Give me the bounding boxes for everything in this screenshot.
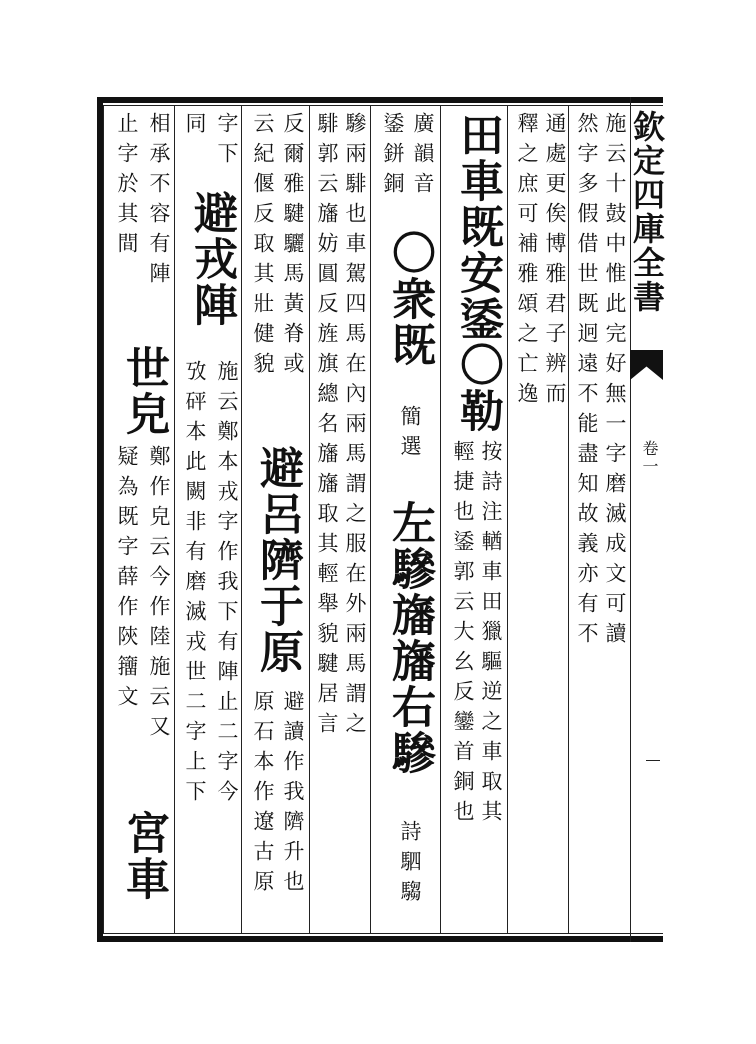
column-rule [507, 106, 508, 933]
annotation-4c: 簡選 [398, 405, 422, 465]
main-text-column-8b: 宮車 [118, 810, 169, 902]
text-column-2b: 釋之庶可補雅頌之亡逸 [515, 112, 539, 412]
text-column-2a: 通處更俟博雅君子辨而 [543, 112, 567, 412]
main-text-column-8a: 世皃 [118, 345, 169, 437]
main-text-column-6: 避呂隮于原 [252, 445, 303, 675]
margin-rule [646, 760, 660, 761]
main-text-column-7: 避戎陣 [186, 190, 237, 328]
main-text-column-3: 田車既安鋈〇勒 [452, 112, 503, 434]
annotation-8c: 鄭作皃云今作陸施云又 [147, 445, 171, 745]
annotation-6d: 原石本作遼古原 [251, 690, 275, 900]
annotation-7b: 同 [183, 112, 207, 142]
column-rule [174, 106, 175, 933]
main-text-column-4a: 〇衆既 [384, 230, 435, 368]
column-rule [309, 106, 310, 933]
column-rule [241, 106, 242, 933]
annotation-7a: 字下 [215, 112, 239, 172]
column-rule [370, 106, 371, 933]
annotation-5a: 驂兩騑也車駕四馬在內兩馬謂之服在外兩馬謂之 [343, 112, 367, 742]
column-rule [568, 106, 569, 933]
annotation-7c: 施云鄭本戎字作我下有陣止二字今 [215, 360, 239, 810]
annotation-7d: 攷砰本此闕非有磨滅戎世二字上下 [183, 360, 207, 810]
annotation-6c: 避讀作我隮升也 [281, 690, 305, 900]
annotation-8a: 相承不容有陣 [147, 112, 171, 292]
annotation-4a: 廣韻音 [411, 112, 435, 202]
annotation-6b: 云紀偃反取其壯健貌 [251, 112, 275, 382]
annotation-6a: 反爾雅騝驪馬黃脊或 [281, 112, 305, 382]
main-text-column-4b: 左驂旛旛右驂 [384, 500, 435, 776]
text-column-1a: 施云十鼓中惟此完好無一字磨滅成文可讀 [603, 112, 627, 652]
annotation-4d: 詩駟騶 [398, 820, 422, 910]
juan-number: 卷一 [640, 440, 659, 476]
book-title: 欽定四庫全書 [628, 110, 666, 314]
column-rule [440, 106, 441, 933]
text-column-1b: 然字多假借世既迥遠不能盡知故義亦有不 [575, 112, 599, 652]
annotation-8b: 止字於其間 [115, 112, 139, 262]
annotation-8d: 疑為既字薛作陝籒文 [115, 445, 139, 715]
annotation-4b: 鋈鉼銅 [381, 112, 405, 202]
annotation-3b: 輕捷也鋈郭云大幺反鑾首銅也 [451, 440, 475, 830]
annotation-5b: 騑郭云旛妨圓反旌旗總名旛旛取其輕舉貌騝居言 [315, 112, 339, 742]
annotation-3a: 按詩注輶車田獵驅逆之車取其 [479, 440, 503, 830]
